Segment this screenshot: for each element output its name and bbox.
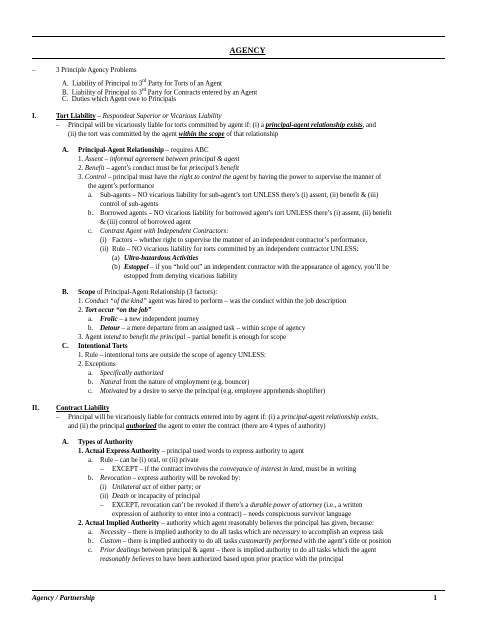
item-contrast-label: c. <box>88 228 93 235</box>
item-text-italic: conveyance of interest in land <box>220 466 303 473</box>
item-control-cont: the agent’s performance <box>88 183 155 190</box>
item-benefit <box>78 165 239 173</box>
rule-text: (ii) the tort was committed by the agent <box>68 131 179 138</box>
item-text: to accomplish an express task <box>299 529 384 536</box>
item-necessity-label: a. <box>88 529 93 536</box>
item-text: or incapacity of principal <box>128 493 201 500</box>
item-term: Custom <box>100 538 122 545</box>
rule-emphasis: within the scope <box>178 131 225 138</box>
item-unilateral <box>112 484 201 492</box>
item-text: – if you “hold out” an independent contractor with the appearance of agency, you’ll be <box>148 264 389 271</box>
subsection-title-rest: – requires ABC <box>163 147 209 154</box>
rule-text: of that relationship <box>224 131 279 138</box>
section-2-number: II. <box>32 405 40 412</box>
title-rule <box>32 58 445 59</box>
rule-emphasis: authorized <box>126 423 157 430</box>
item-term: Death <box>112 493 129 500</box>
intro-heading: 3 Principle Agency Problems <box>56 67 137 74</box>
intro-item-sup: rd <box>142 79 147 84</box>
item-colon: : <box>226 228 229 235</box>
section-1-title: Tort Liability <box>56 113 96 120</box>
item-text: – express authority will be revoked by: <box>131 475 241 482</box>
rule-emphasis: principal-agent relationship exists <box>281 414 377 421</box>
item-term: Natural <box>100 379 122 386</box>
item-necessity <box>100 529 383 537</box>
item-text: – informal agreement between principal & agent <box>102 156 240 163</box>
item-estoppel-label: (b) <box>112 264 121 271</box>
item-text: – authority which agent reasonably believes the principal has given, because: <box>159 520 374 527</box>
intro-item-text: Liability of Principal to 3 <box>71 89 142 97</box>
item-natural-label: b. <box>88 379 94 386</box>
rule-text: Principal will be vicariously liable for torts committed by agent if: (i) a <box>68 122 266 129</box>
item-revocation-label: b. <box>88 475 94 482</box>
item-text-italic: right to control the agent <box>179 174 249 181</box>
item-estoppel-cont: estopped from denying vicarious liability <box>124 273 238 280</box>
subsection-1a-label: A. <box>62 147 69 154</box>
subsection-2a-label: A. <box>62 439 69 446</box>
item-term: Tort occur “on the job” <box>84 307 152 314</box>
item-durable-marker: – <box>100 502 104 509</box>
item-term: intend to benefit the principal <box>103 334 186 341</box>
item-text: – agent’s conduct must be for <box>104 165 190 172</box>
top-rule <box>32 36 445 37</box>
item-text: Rule – intentional torts are outside the scope of agency UNLESS: <box>84 352 266 359</box>
item-ic-rule-label: (ii) <box>100 246 109 253</box>
item-custom <box>100 538 391 546</box>
footer-rule <box>32 590 445 591</box>
item-text-italic: durable power of attorney <box>250 502 323 509</box>
subsection-title: Principal-Agent Relationship <box>78 147 164 154</box>
section-1-subtitle: Respondeat Superior or Vicarious Liability <box>102 113 222 120</box>
item-death <box>112 493 200 501</box>
item-ultra: Ultra-hazardous Activities <box>124 255 199 262</box>
item-term: Unilateral act <box>112 484 151 491</box>
section-1-rule-line1 <box>68 122 376 130</box>
item-text: – a new independent journey <box>117 316 199 323</box>
item-text: , must be in writing <box>302 466 357 473</box>
intro-marker: – <box>32 67 36 74</box>
intro-item-text-rest: Party for Contracts entered by an Agent <box>146 89 258 97</box>
item-exceptions <box>78 361 116 369</box>
item-term: Motivated <box>100 388 128 395</box>
item-text: agent was hired to perform – was the conduct within the job description <box>146 298 347 305</box>
item-text-italic: principal’s benefit <box>189 165 240 172</box>
item-sub-agents: Sub-agents – NO vicarious liability for sub-agent’s tort UNLESS there’s (i) assent, (ii) benefit & (iii) <box>100 192 379 199</box>
subsection-title: Scope <box>78 289 96 296</box>
item-detour <box>100 325 305 333</box>
item-term: Conduct “of the kind” <box>84 298 147 305</box>
item-text: EXCEPT – if the contract involves the <box>112 466 220 473</box>
rule-text: , <box>376 414 378 421</box>
section-2-rule-line1 <box>68 414 378 422</box>
item-number: 1. <box>78 298 84 305</box>
subsection-1c-label: C. <box>62 343 69 350</box>
item-borrowed-cont: & (iii) control of borrowed agent <box>100 219 191 226</box>
item-text-italic: necessary <box>272 529 300 536</box>
item-oral: Rule – can be (i) oral, or (ii) private <box>100 457 199 464</box>
section-1-rule-marker: – <box>56 122 60 129</box>
item-ic-rule: Rule – NO vicarious liability for torts committed by an independent contractor UNLESS: <box>112 246 359 253</box>
item-text: Exceptions <box>84 361 116 368</box>
item-text: – a mere departure from an assigned task – within scope of agency <box>119 325 306 332</box>
item-text: by a desire to serve the principal (e.g. employee apprehends shoplifter) <box>127 388 326 395</box>
item-durable-cont: expression of authority to enter into a contract) – needs conspicuous survivor language <box>112 511 352 518</box>
item-term: Benefit <box>84 165 105 172</box>
item-term: Contrast Agent with Independent Contractors <box>100 228 227 235</box>
rule-text: Principal will be vicariously liable for contracts entered into by agent if: (i) a <box>68 414 282 421</box>
section-1-sep: – <box>95 113 103 120</box>
footer-title: Agency / Partnership <box>32 594 95 602</box>
item-frolic-label: a. <box>88 316 93 323</box>
item-term: Detour <box>100 325 120 332</box>
item-on-the-job <box>78 307 151 315</box>
item-text: to have been authorized based upon prior practice with the principal <box>154 556 344 563</box>
item-conduct-kind <box>78 298 346 306</box>
item-number: 3. <box>78 174 84 181</box>
intro-item-label: A. <box>62 80 69 88</box>
item-text: from the nature of employment (e.g. bouncer) <box>121 379 250 386</box>
intro-item-text: Duties which Agent owe to Principals <box>71 96 177 103</box>
subsection-2a-title: Types of Authority <box>78 439 133 446</box>
item-contrast <box>100 228 228 236</box>
item-borrowed-label: b. <box>88 210 94 217</box>
item-number: 2. <box>78 520 84 527</box>
item-land <box>112 466 356 474</box>
rule-text: , and <box>362 122 376 129</box>
item-int-rule <box>78 352 266 360</box>
item-text: – principal used words to express authority to agent <box>159 448 304 455</box>
item-text: – there is implied authority to do all tasks <box>121 538 239 545</box>
intro-item-label: B. <box>62 89 69 97</box>
item-durable <box>112 502 362 510</box>
item-prior <box>100 547 376 555</box>
item-number: 1. <box>78 448 84 455</box>
item-sub-agents-cont: control of sub-agents <box>100 201 159 208</box>
item-text: – principal must have the <box>106 174 180 181</box>
item-spec-auth-label: a. <box>88 370 93 377</box>
item-estoppel <box>124 264 389 272</box>
subsection-1b-heading <box>78 289 217 297</box>
page-title: AGENCY <box>229 46 266 55</box>
item-motivated <box>100 388 325 396</box>
item-intend-benefit <box>78 334 286 342</box>
item-term: Control <box>84 174 107 181</box>
section-1-heading <box>56 113 222 121</box>
item-number: 1. <box>78 156 84 163</box>
intro-item-c <box>62 96 176 104</box>
item-land-marker: – <box>100 466 104 473</box>
item-term: Actual Express Authority <box>84 448 160 455</box>
item-sub-agents-label: a. <box>88 192 93 199</box>
item-text: between principal & agent – there is implied authority to do all tasks which the agent <box>140 547 377 554</box>
item-text: by having the power to supervise the manner of <box>248 174 382 181</box>
item-term: Prior dealings <box>100 547 141 554</box>
subsection-1c-title: Intentional Torts <box>78 343 128 350</box>
item-term: Frolic <box>100 316 118 323</box>
item-oral-label: a. <box>88 457 93 464</box>
rule-text: the agent to enter the contract (there are 4 types of authority) <box>156 423 326 430</box>
item-prior-cont <box>100 556 344 564</box>
item-number: 2. <box>78 361 84 368</box>
item-text: EXCEPT, revocation can’t be revoked if there’s a <box>112 502 251 509</box>
item-number: 3. <box>78 334 84 341</box>
item-term: Estoppel <box>124 264 149 271</box>
item-text: – there is implied authority to do all tasks which are <box>126 529 273 536</box>
intro-item-text: Liability of Principal to 3 <box>72 80 143 88</box>
item-text: with the agent’s title or position <box>301 538 392 545</box>
item-number: 2. <box>78 165 84 172</box>
section-2-title: Contract Liability <box>56 405 110 412</box>
item-control <box>78 174 381 182</box>
item-borrowed: Borrowed agents – NO vicarious liability for borrowed agent’s tort UNLESS there’s (i) assent, (ii) benefit <box>100 210 392 217</box>
item-frolic <box>100 316 199 324</box>
item-detour-label: b. <box>88 325 94 332</box>
item-number: 1. <box>78 352 84 359</box>
item-term: Assent <box>84 156 103 163</box>
item-number: 2. <box>78 307 84 314</box>
rule-text: and (ii) the principal <box>68 423 127 430</box>
item-unilateral-label: (i) <box>100 484 107 491</box>
page-number: 1 <box>433 594 437 602</box>
item-text-italic: reasonably believes <box>100 556 155 563</box>
intro-item-label: C. <box>62 96 69 103</box>
subsection-1b-label: B. <box>62 289 69 296</box>
section-2-rule-line2 <box>68 423 326 431</box>
item-text: of either party; or <box>150 484 201 491</box>
item-motivated-label: c. <box>88 388 93 395</box>
item-text: Agent <box>84 334 104 341</box>
section-1-number: I. <box>32 113 37 120</box>
item-assent <box>78 156 239 164</box>
section-1-rule-line2 <box>68 131 278 139</box>
section-2-rule-marker: – <box>56 414 60 421</box>
item-text: (i.e., a written <box>322 502 363 509</box>
item-prior-label: c. <box>88 547 93 554</box>
item-spec-auth: Specifically authorized <box>100 370 164 377</box>
item-text-italic: customarily performed <box>238 538 302 545</box>
item-ultra-label: (a) <box>112 255 120 262</box>
item-natural <box>100 379 249 387</box>
item-express-authority <box>78 448 304 456</box>
intro-item-sup: rd <box>141 88 146 93</box>
item-factors: Factors – whether right to supervise the manner of an independent contractor’s performance, <box>112 237 368 244</box>
item-implied-authority <box>78 520 374 528</box>
item-factors-label: (i) <box>100 237 107 244</box>
item-term: Actual Implied Authority <box>84 520 160 527</box>
item-term: Necessity <box>100 529 127 536</box>
item-term: Revocation <box>100 475 131 482</box>
intro-item-text-rest: Party for Torts of an Agent <box>146 80 222 88</box>
item-revocation <box>100 475 240 483</box>
subsection-1a-heading <box>78 147 209 155</box>
item-text: – partial benefit is enough for scope <box>185 334 287 341</box>
item-death-label: (ii) <box>100 493 109 500</box>
item-custom-label: b. <box>88 538 94 545</box>
subsection-title-rest: of Principal-Agent Relationship (3 factors): <box>95 289 218 296</box>
rule-emphasis: principal-agent relationship exists <box>265 122 363 129</box>
